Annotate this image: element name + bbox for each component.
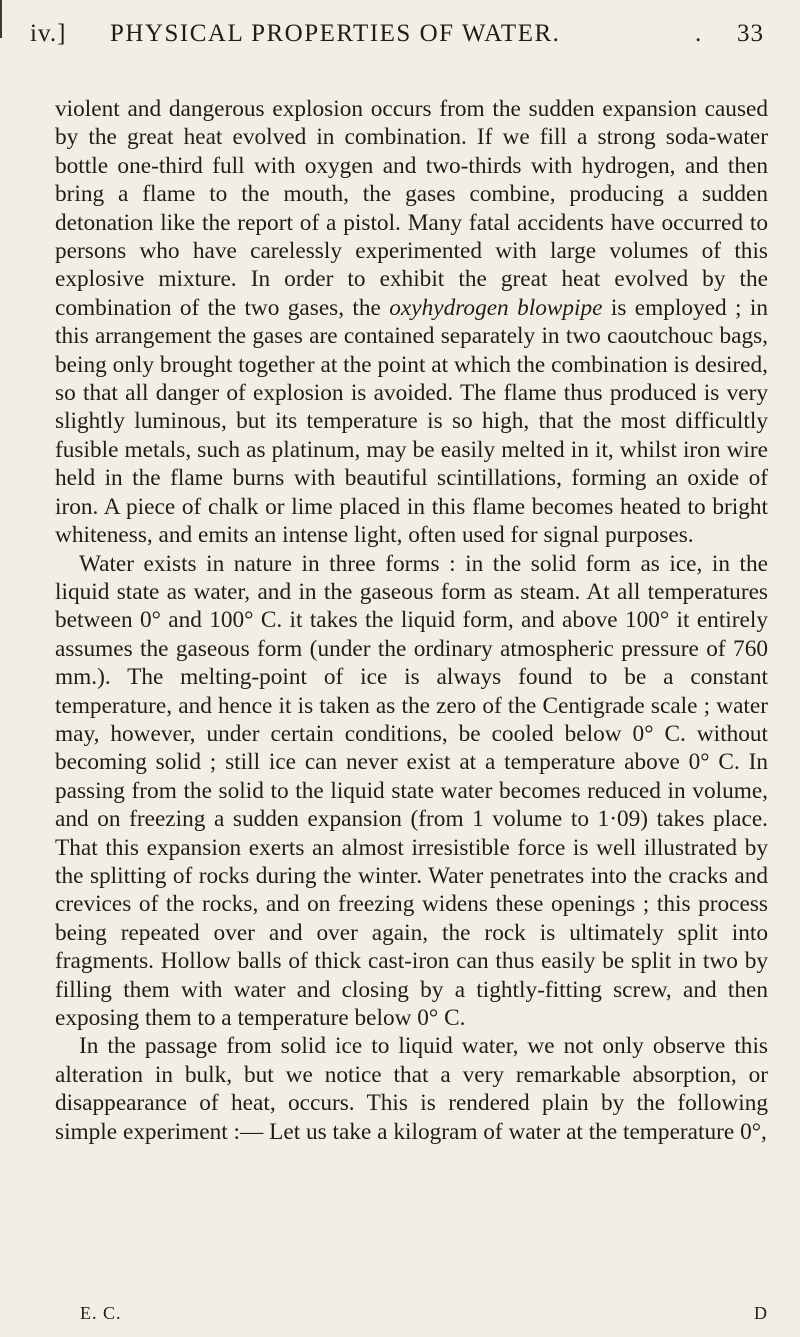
paragraph-text: Water exists in nature in three forms : in the solid form as ice, in the liquid state as water, and in the gaseous form as steam. At all temperatures between 0° and 100° C. it takes the liquid form, and above 100° it entirely assumes the gaseous form (under the ordinary atmospheric pressure of 760 mm.). The melting-point of ice is always found to be a constant temperature, and hence it is taken as the zero of the Centigrade scale ; water may, however, under certain conditions, be cooled below 0° C. without becoming solid ; still ice can never exist at a temperature above 0° C. In passing from the solid to the liquid state water becomes reduced in volume, and on freezing a sudden expansion (from 1 volume to 1·09) takes place. That this expansion exerts an almost irresistible force is well illustrated by the splitting of rocks during the winter. Water penetrates into the cracks and crevices of the rocks, and on freezing widens these openings ; this process being repeated over and over again, the rock is ultimately split into fragments. Hollow balls of thick cast-iron can thus easily be split in two by filling them with water and closing by a tightly-fitting screw, and then exposing them to a temperature below 0° C. [55, 550, 768, 1031]
paragraph [55, 550, 768, 1033]
paragraph-text: In the passage from solid ice to liquid water, we not only observe this alteration in bulk, but we notice that a very remarkable absorption, or disappearance of heat, occurs. This is rendered plain by the following simple experiment :— Let us take a kilogram of water at the temperature 0°, [55, 1033, 768, 1145]
body-text [55, 95, 768, 1146]
signature-letter: D [754, 1303, 768, 1323]
signature-mark: E. C. [80, 1303, 122, 1323]
page-edge-line [0, 0, 2, 38]
paragraph-text: violent and dangerous explosion occurs from the sudden expansion caused by the great heat evolved in combination. If we fill a strong soda-water bottle one-third full with oxygen and two-thirds with hydrogen, and then bring a flame to the mouth, the gases combine, producing a sudden detonation like the report of a pistol. Many fatal accidents have occurred to persons who have carelessly experimented with large volumes of this explosive mixture. In order to exhibit the great heat evolved by the combination of the two gases, the [55, 96, 768, 321]
header-dot: . [695, 20, 703, 47]
paragraph-text: is employed ; in this arrangement the gases are contained separately in two caoutchouc bags, being only brought together at the point at which the combination is desired, so that all danger of explosion is avoided. The flame thus produced is very slightly luminous, but its temperature is so high, that the most difficultly fusible metals, such as platinum, may be easily melted in it, whilst iron wire held in the flame burns with beautiful scintillations, forming an oxide of iron. A piece of chalk or lime placed in this flame becomes heated to bright whiteness, and emits an intense light, often used for signal purposes. [55, 294, 768, 549]
page-number: 33 [737, 20, 764, 47]
paragraph [55, 95, 768, 550]
chapter-reference: iv.] [30, 20, 67, 47]
running-header [30, 20, 768, 60]
paragraph [55, 1032, 768, 1146]
emphasized-term: oxyhydrogen blowpipe [389, 294, 603, 321]
running-title: PHYSICAL PROPERTIES OF WATER. [110, 20, 561, 47]
